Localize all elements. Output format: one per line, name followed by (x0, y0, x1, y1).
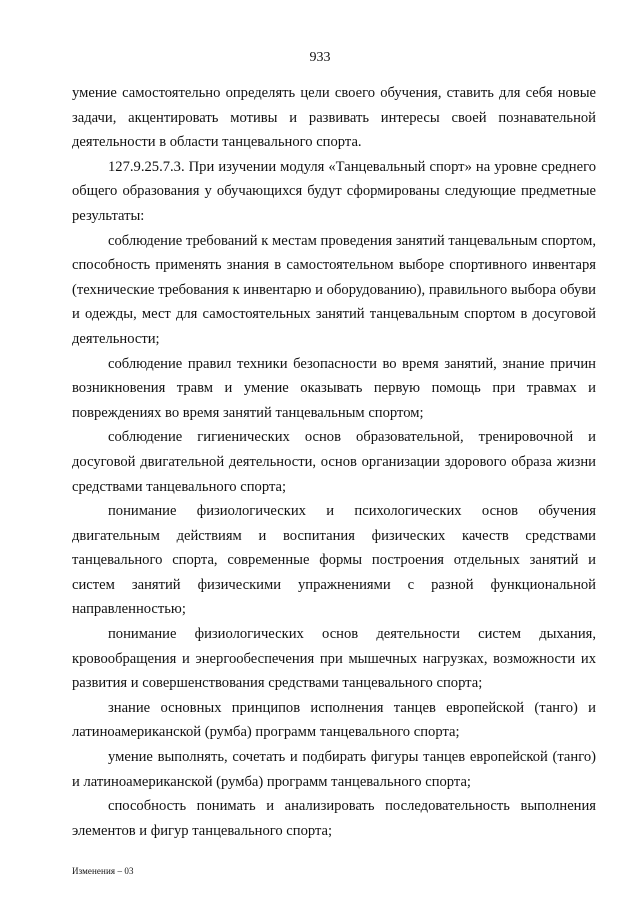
paragraph: 127.9.25.7.3. При изучении модуля «Танцевальный спорт» на уровне среднего общего образования у обучающихся будут сформированы следующие предметные результаты: (72, 158, 596, 224)
footer-revision-note: Изменения – 03 (72, 866, 134, 876)
body-text (72, 81, 596, 843)
paragraph: соблюдение правил техники безопасности во время занятий, знание причин возникновения травм и умение оказывать первую помощь при травмах и повреждениях во время занятий танцевальным спортом; (72, 355, 596, 421)
paragraph: умение выполнять, сочетать и подбирать фигуры танцев европейской (танго) и латиноамериканской (румба) программ танцевального спорта; (72, 749, 596, 790)
paragraph: понимание физиологических основ деятельности систем дыхания, кровообращения и энергообеспечения при мышечных нагрузках, возможности их развития и совершенствования средствами танцевального спорта; (72, 626, 596, 692)
paragraph: понимание физиологических и психологических основ обучения двигательным действиям и воспитания физических качеств средствами танцевального спорта, современные формы построения отдельных занятий и систем занятий физическими упражнениями с разной функциональной направленностью; (72, 503, 596, 618)
paragraph: способность понимать и анализировать последовательность выполнения элементов и фигур танцевального спорта; (72, 798, 596, 839)
page-number: 933 (309, 50, 331, 65)
paragraph: знание основных принципов исполнения танцев европейской (танго) и латиноамериканской (румба) программ танцевального спорта; (72, 699, 596, 741)
paragraph: соблюдение требований к местам проведения занятий танцевальным спортом, способность применять знания в самостоятельном выборе спортивного инвентаря (технические требования к инвентарю и оборудованию), правильного выбора обуви и одежды, мест для самостоятельных занятий танцевальным спортом в досуговой деятельности; (72, 232, 596, 347)
paragraph: умение самостоятельно определять цели своего обучения, ставить для себя новые задачи, акцентировать мотивы и развивать интересы своей познавательной деятельности в области танцевального спорта. (72, 85, 596, 151)
paragraph: соблюдение гигиенических основ образовательной, тренировочной и досуговой двигательной деятельности, основ организации здорового образа жизни средствами танцевального спорта; (72, 429, 596, 495)
